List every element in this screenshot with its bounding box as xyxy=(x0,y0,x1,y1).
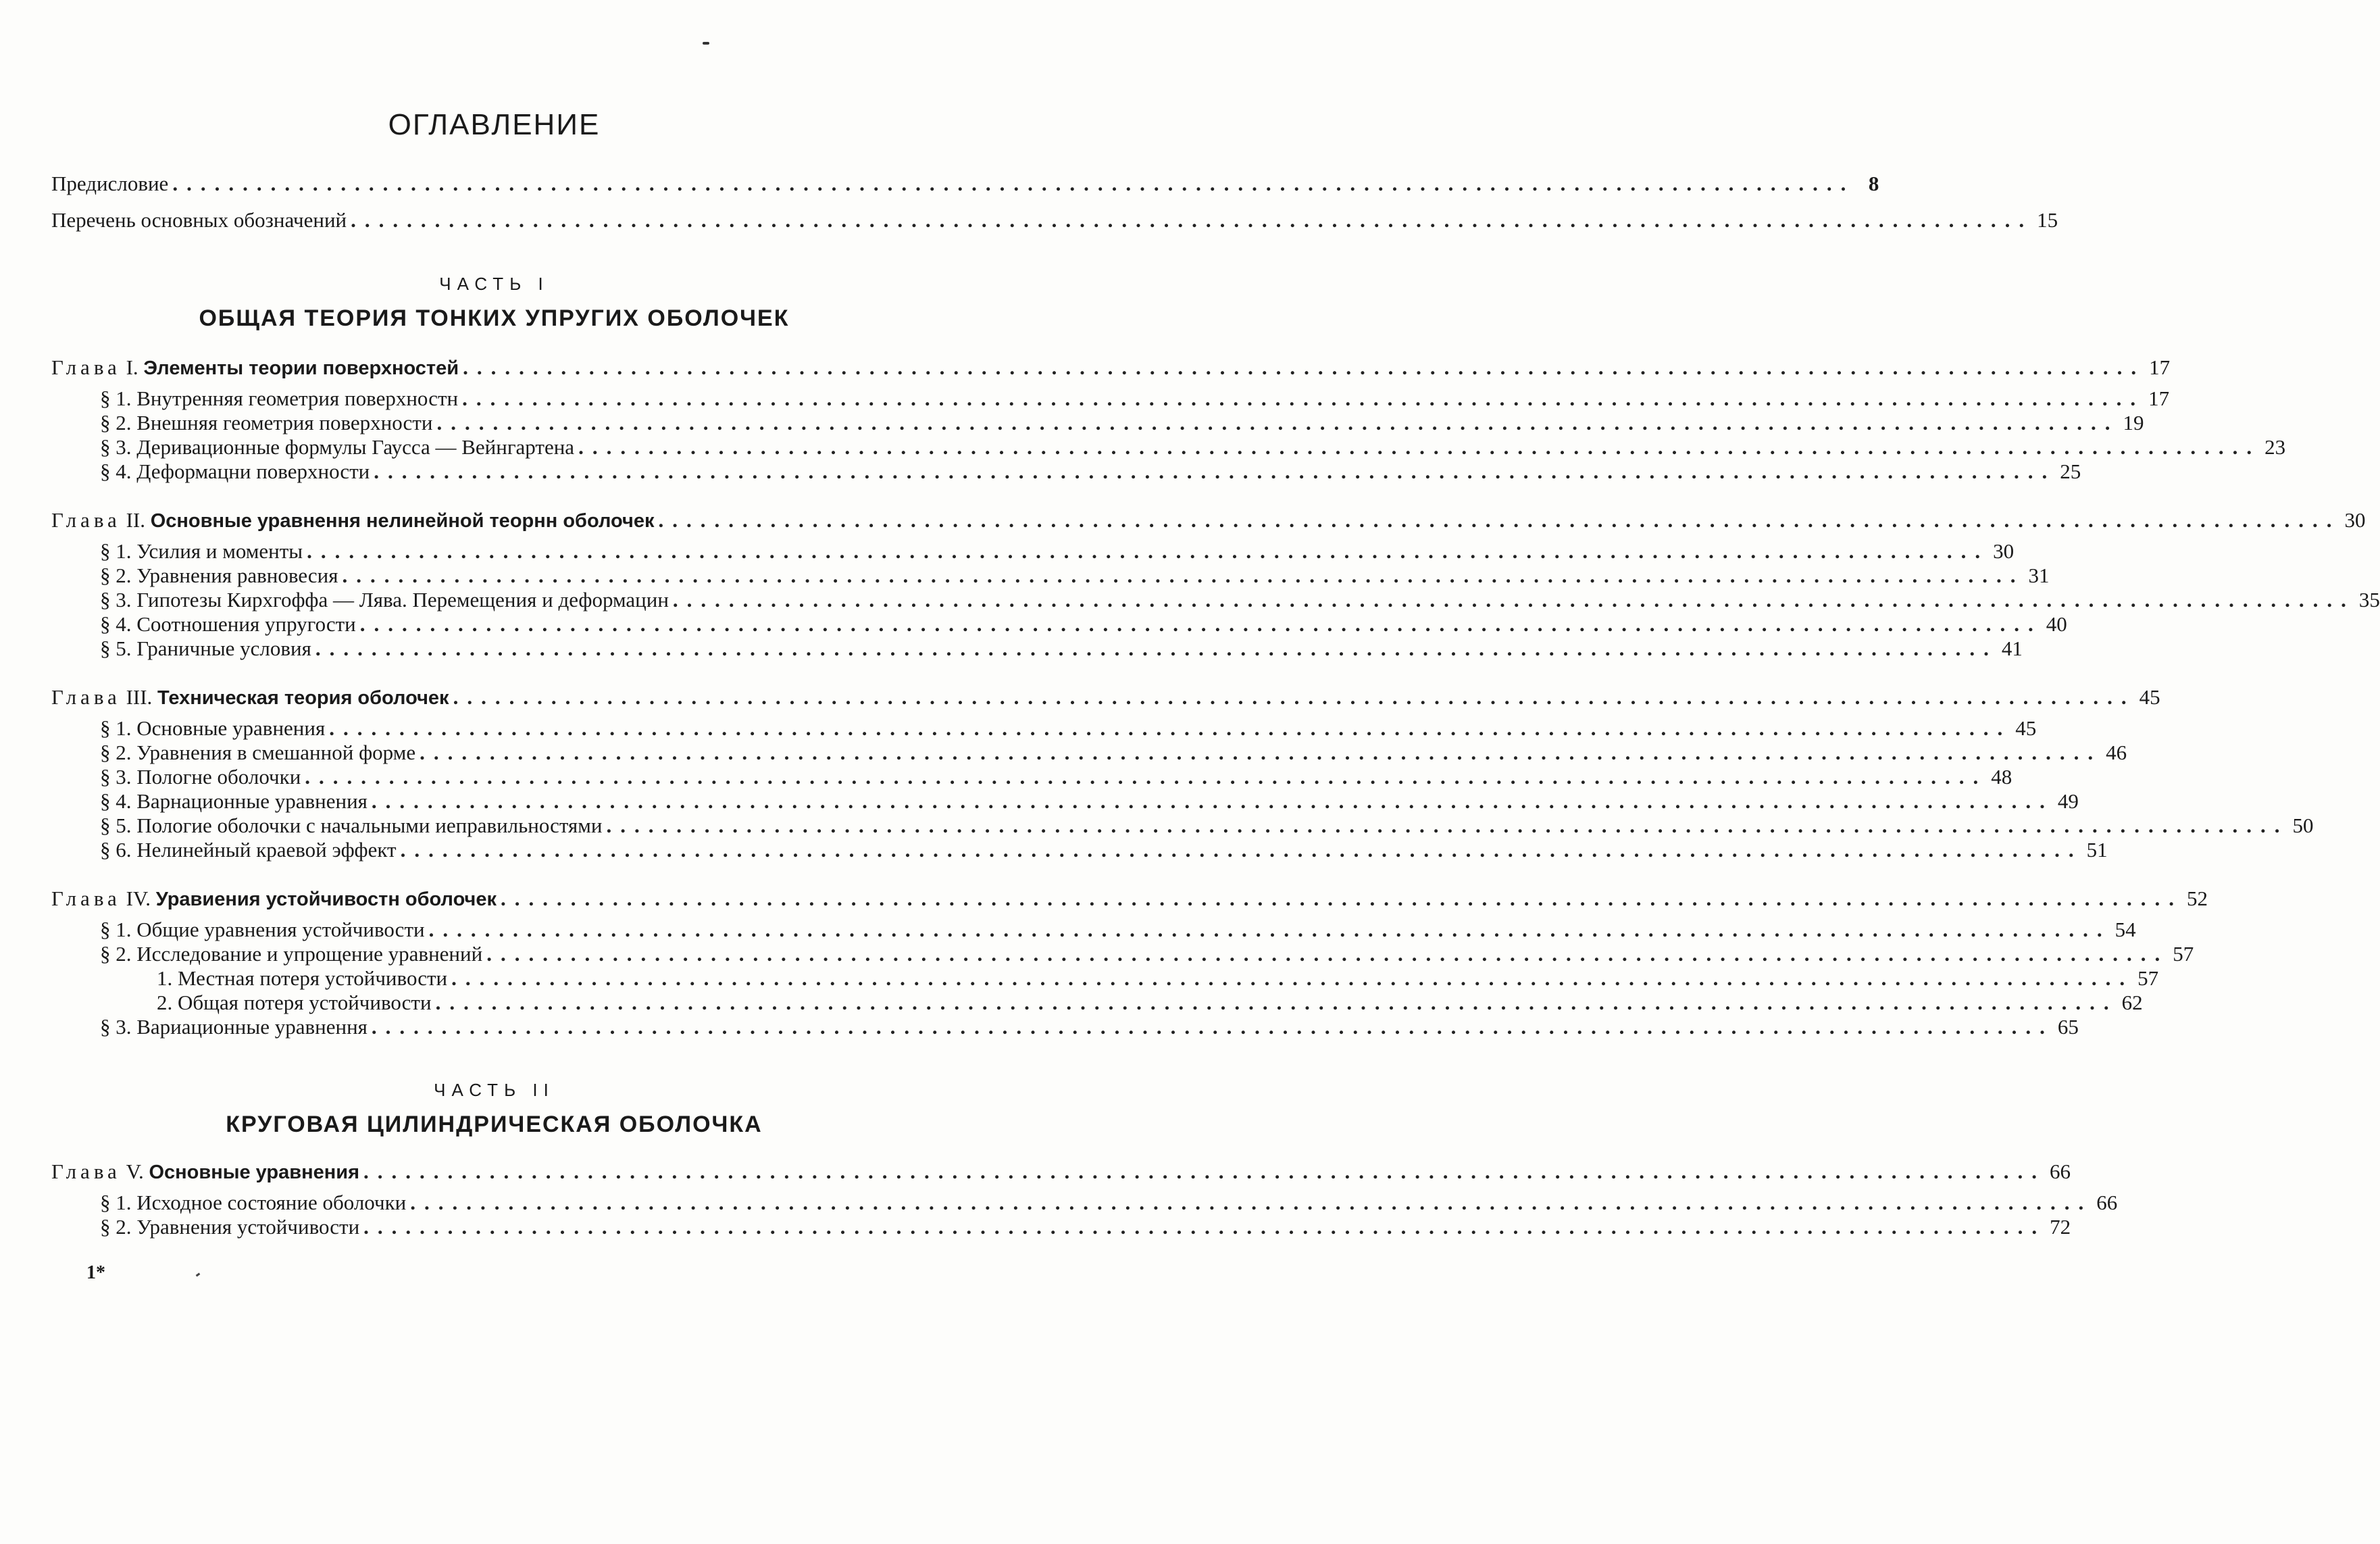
entry-page: 50 xyxy=(2292,814,2314,837)
subsection-number: 1. xyxy=(157,966,173,990)
entry-page: 62 xyxy=(2121,991,2143,1014)
entry-page: 49 xyxy=(2057,789,2079,813)
dot-leader: ........................................................................................................................ xyxy=(374,459,2056,483)
section-number: § 3. xyxy=(100,765,132,789)
dot-leader: ........................................................................................................................ xyxy=(436,411,2119,434)
section-entry[interactable] xyxy=(100,563,2050,589)
entry-page: 57 xyxy=(2137,966,2159,990)
dot-leader: ........................................................................................................................ xyxy=(578,435,2261,459)
section-entry[interactable] xyxy=(100,636,2023,662)
section-entry[interactable] xyxy=(100,587,2380,613)
entry-page: 15 xyxy=(2037,208,2058,232)
section-number: § 4. xyxy=(100,459,132,483)
subsection-entry[interactable] xyxy=(157,966,2159,991)
entry-page: 46 xyxy=(2106,741,2127,764)
section-number: § 1. xyxy=(100,387,132,410)
entry-page: 8 xyxy=(1868,172,1879,195)
entry-page: 45 xyxy=(2015,716,2037,740)
section-number: § 1. xyxy=(100,539,132,563)
entry-page: 51 xyxy=(2086,838,2108,862)
section-title: Деформацни поверхности xyxy=(136,459,370,483)
dot-leader: ........................................................................................................................ xyxy=(351,208,2033,232)
part-label: ЧАСТЬ II xyxy=(434,1080,555,1100)
dot-leader: ........................................................................................................................ xyxy=(410,1191,2093,1214)
section-title: Внутренняя геометрия поверхностн xyxy=(136,387,459,410)
dot-leader: ........................................................................................................................ xyxy=(453,685,2135,709)
section-entry[interactable] xyxy=(100,789,2079,814)
section-entry[interactable] xyxy=(100,1214,2071,1240)
dot-leader: ........................................................................................................................ xyxy=(658,508,2341,532)
chapter-number: III. xyxy=(126,685,153,709)
entry-page: 66 xyxy=(2050,1160,2071,1183)
section-number: § 4. xyxy=(100,612,132,636)
chapter-title: Техническая теория оболочек xyxy=(157,687,449,709)
section-number: § 3. xyxy=(100,435,132,459)
chapter-title: Основные уравнення нелинейной теорнн оболочек xyxy=(150,510,655,532)
section-number: § 2. xyxy=(100,411,132,434)
chapter-entry[interactable] xyxy=(51,886,2208,912)
entry-page: 23 xyxy=(2264,435,2286,459)
page-title: ОГЛАВЛЕНИЕ xyxy=(388,108,601,141)
dot-leader: ........................................................................................................................ xyxy=(501,887,2183,910)
dot-leader: ........................................................................................................................ xyxy=(451,966,2134,990)
section-title: Соотношения упругости xyxy=(136,612,356,636)
entry-page: 45 xyxy=(2139,685,2160,709)
subsection-number: 2. xyxy=(157,991,173,1014)
section-number: § 1. xyxy=(100,716,132,740)
section-title: Основные уравнения xyxy=(136,716,326,740)
print-speck xyxy=(196,1273,201,1277)
chapter-prefix: Глава xyxy=(51,887,121,910)
section-entry[interactable] xyxy=(100,716,2037,741)
dot-leader: ........................................................................................................................ xyxy=(363,1215,2046,1239)
section-number: § 5. xyxy=(100,637,132,660)
entry-page: 19 xyxy=(2123,411,2144,434)
dot-leader: ........................................................................................................................ xyxy=(486,942,2169,966)
entry-page: 48 xyxy=(1991,765,2012,789)
entry-page: 57 xyxy=(2173,942,2194,966)
entry-page: 17 xyxy=(2148,387,2170,410)
toc-entry[interactable] xyxy=(51,171,1879,197)
section-entry[interactable] xyxy=(100,410,2144,436)
chapter-entry[interactable] xyxy=(51,1159,2071,1185)
section-title: Внешняя геометрия поверхности xyxy=(136,411,433,434)
section-number: § 1. xyxy=(100,1191,132,1214)
section-number: § 6. xyxy=(100,838,132,862)
entry-page: 65 xyxy=(2057,1015,2079,1039)
section-title: Нелинейный краевой эффект xyxy=(136,838,397,862)
chapter-number: IV. xyxy=(126,887,151,910)
entry-page: 30 xyxy=(1993,539,2015,563)
section-title: Уравнения равновесия xyxy=(136,564,338,587)
section-entry[interactable] xyxy=(100,917,2136,943)
chapter-prefix: Глава xyxy=(51,1160,121,1183)
chapter-prefix: Глава xyxy=(51,355,121,379)
dot-leader: ........................................................................................................................ xyxy=(420,741,2102,764)
section-entry[interactable] xyxy=(100,1190,2118,1216)
section-title: Деривационные формулы Гаусса — Вейнгартена xyxy=(136,435,575,459)
toc-entry[interactable] xyxy=(51,207,2058,233)
dot-leader: ........................................................................................................................ xyxy=(307,539,1990,563)
entry-title: Предисловие xyxy=(51,172,169,195)
entry-page: 31 xyxy=(2028,564,2050,587)
chapter-number: II. xyxy=(126,508,145,532)
part-title: ОБЩАЯ ТЕОРИЯ ТОНКИХ УПРУГИХ ОБОЛОЧЕК xyxy=(199,305,790,331)
dot-leader: ........................................................................................................................ xyxy=(342,564,2025,587)
chapter-prefix: Глава xyxy=(51,508,121,532)
section-number: § 2. xyxy=(100,1215,132,1239)
entry-page: 30 xyxy=(2344,508,2366,532)
section-number: § 5. xyxy=(100,814,132,837)
dot-leader: ........................................................................................................................ xyxy=(371,1015,2054,1039)
section-title: Вариационные уравнення xyxy=(136,1015,368,1039)
dot-leader: ........................................................................................................................ xyxy=(363,1160,2046,1183)
section-entry[interactable] xyxy=(100,764,2012,790)
entry-page: 25 xyxy=(2060,459,2081,483)
entry-title: Перечень основных обозначений xyxy=(51,208,347,232)
dot-leader: ........................................................................................................................ xyxy=(172,172,1855,195)
entry-page: 40 xyxy=(2046,612,2067,636)
section-title: Исходное состояние оболочки xyxy=(136,1191,407,1214)
dot-leader: ........................................................................................................................ xyxy=(606,814,2289,837)
dot-leader: ........................................................................................................................ xyxy=(435,991,2118,1014)
chapter-number: V. xyxy=(126,1160,144,1183)
section-number: § 3. xyxy=(100,1015,132,1039)
chapter-entry[interactable] xyxy=(51,355,2171,380)
section-title: Граничные условия xyxy=(136,637,311,660)
dot-leader: ........................................................................................................................ xyxy=(463,355,2146,379)
subsection-title: Местная потеря устойчивости xyxy=(178,966,448,990)
dot-leader: ........................................................................................................................ xyxy=(329,716,2012,740)
dot-leader: ........................................................................................................................ xyxy=(305,765,1987,789)
section-title: Уравнения устойчивости xyxy=(136,1215,360,1239)
section-entry[interactable] xyxy=(100,386,2170,412)
section-title: Уравнения в смешанной форме xyxy=(136,741,416,764)
section-entry[interactable] xyxy=(100,941,2194,967)
entry-page: 54 xyxy=(2115,918,2136,941)
section-number: § 2. xyxy=(100,942,132,966)
chapter-entry[interactable] xyxy=(51,684,2160,710)
print-speck xyxy=(703,42,709,45)
chapter-prefix: Глава xyxy=(51,685,121,709)
section-entry[interactable] xyxy=(100,1014,2079,1040)
section-number: § 2. xyxy=(100,564,132,587)
dot-leader: ........................................................................................................................ xyxy=(672,588,2355,612)
dot-leader: ........................................................................................................................ xyxy=(371,789,2054,813)
section-number: § 4. xyxy=(100,789,132,813)
entry-page: 41 xyxy=(2001,637,2023,660)
chapter-number: I. xyxy=(126,355,138,379)
entry-page: 72 xyxy=(2050,1215,2071,1239)
section-entry[interactable] xyxy=(100,434,2286,460)
section-entry[interactable] xyxy=(100,612,2067,637)
dot-leader: ........................................................................................................................ xyxy=(359,612,2042,636)
chapter-entry[interactable] xyxy=(51,507,2366,533)
chapter-title: Основные уравнения xyxy=(149,1162,360,1183)
section-number: § 1. xyxy=(100,918,132,941)
section-title: Общие уравнения устойчивости xyxy=(136,918,425,941)
section-entry[interactable] xyxy=(100,740,2127,766)
subsection-entry[interactable] xyxy=(157,990,2143,1016)
part-label: ЧАСТЬ I xyxy=(439,274,549,294)
section-title: Гипотезы Кирхгоффа — Лява. Перемещения и деформацин xyxy=(136,588,669,612)
chapter-title: Элементы теории поверхностей xyxy=(143,357,459,379)
section-entry[interactable] xyxy=(100,813,2314,839)
dot-leader: ........................................................................................................................ xyxy=(400,838,2083,862)
part-title: КРУГОВАЯ ЦИЛИНДРИЧЕСКАЯ ОБОЛОЧКА xyxy=(226,1112,763,1137)
section-entry[interactable] xyxy=(100,837,2108,863)
dot-leader: ........................................................................................................................ xyxy=(315,637,1998,660)
chapter-title: Уравиения устойчивостн оболочек xyxy=(155,889,497,910)
dot-leader: ........................................................................................................................ xyxy=(462,387,2145,410)
entry-page: 17 xyxy=(2149,355,2171,379)
section-title: Пологне оболочки xyxy=(136,765,301,789)
entry-page: 52 xyxy=(2187,887,2208,910)
dot-leader: ........................................................................................................................ xyxy=(428,918,2111,941)
entry-page: 35 xyxy=(2358,588,2380,612)
signature-mark: 1* xyxy=(86,1262,105,1283)
section-title: Варнационные уравнения xyxy=(136,789,368,813)
entry-page: 66 xyxy=(2096,1191,2118,1214)
section-entry[interactable] xyxy=(100,459,2081,484)
section-title: Пологие оболочки с начальными иеправильностями xyxy=(136,814,603,837)
section-title: Усилия и моменты xyxy=(136,539,303,563)
section-entry[interactable] xyxy=(100,539,2015,564)
section-number: § 3. xyxy=(100,588,132,612)
section-number: § 2. xyxy=(100,741,132,764)
section-title: Исследование и упрощение уравнений xyxy=(136,942,483,966)
subsection-title: Общая потеря устойчивости xyxy=(178,991,432,1014)
